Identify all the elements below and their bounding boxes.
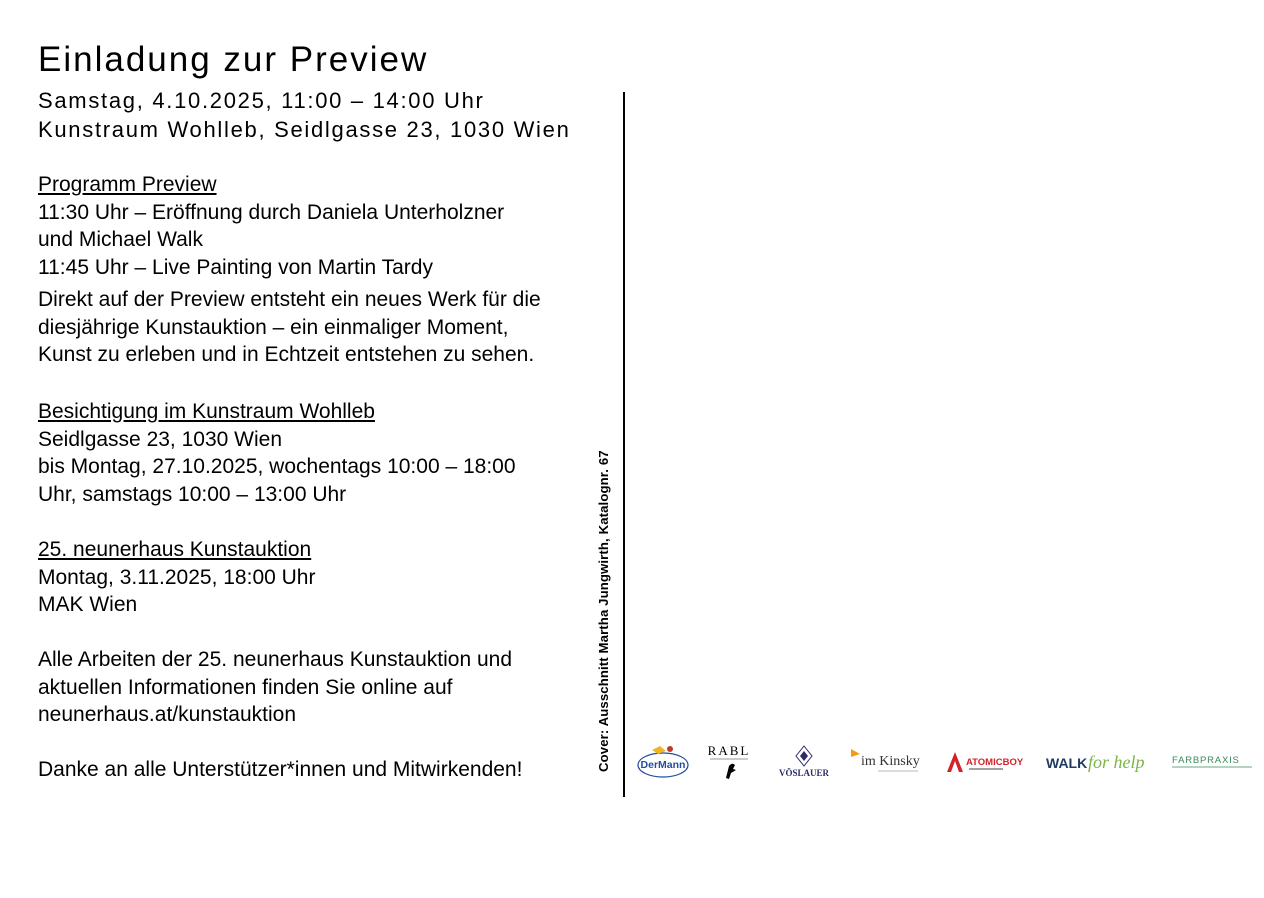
rabl-logo-text: RABL	[707, 743, 751, 758]
programm-paragraph-line: diesjährige Kunstauktion – ein einmaliger Moment,	[38, 315, 509, 339]
vertical-divider	[623, 92, 625, 797]
auktion-section	[38, 536, 598, 619]
programm-section	[38, 171, 598, 369]
dermann-logo-text: DerMann	[640, 759, 686, 771]
info-line: aktuellen Informationen finden Sie online auf	[38, 675, 453, 699]
for-help-logo-text: for help	[1088, 752, 1145, 772]
besichtigung-line: Uhr, samstags 10:00 – 13:00 Uhr	[38, 482, 347, 506]
besichtigung-heading: Besichtigung im Kunstraum Wohlleb	[38, 400, 375, 423]
info-line[interactable]: neunerhaus.at/kunstauktion	[38, 703, 297, 726]
voeslauer-logo	[776, 742, 832, 780]
programm-line: 11:45 Uhr – Live Painting von Martin Tardy	[38, 255, 433, 279]
thanks-section	[38, 756, 598, 784]
thanks-line: Danke an alle Unterstützer*innen und Mitwirkenden!	[38, 758, 523, 781]
programm-line: 11:30 Uhr – Eröffnung durch Daniela Unterholzner	[38, 200, 505, 224]
programm-heading: Programm Preview	[38, 173, 217, 196]
info-section	[38, 646, 598, 729]
walk-logo-text: WALK	[1046, 755, 1088, 771]
cover-caption: Cover: Ausschnitt Martha Jungwirth, Katalognr. 67	[596, 450, 611, 772]
dermann-logo	[636, 742, 692, 780]
auktion-line: MAK Wien	[38, 593, 138, 616]
atomicboy-logo	[945, 748, 1027, 776]
auktion-heading: 25. neunerhaus Kunstauktion	[38, 538, 312, 561]
besichtigung-section	[38, 398, 598, 508]
voeslauer-logo-text: VÖSLAUER	[778, 768, 830, 778]
info-line: Alle Arbeiten der 25. neunerhaus Kunstauktion und	[38, 648, 513, 671]
farbpraxis-logo	[1170, 750, 1254, 772]
farbpraxis-logo-text: FARBPRAXIS	[1172, 755, 1240, 766]
venue-line: Kunstraum Wohlleb, Seidlgasse 23, 1030 Wien	[38, 117, 571, 142]
atomicboy-logo-text: ATOMICBOY	[966, 757, 1024, 768]
rabl-logo	[702, 742, 756, 782]
besichtigung-line: bis Montag, 27.10.2025, wochentags 10:00 – 18:00	[38, 455, 516, 478]
programm-paragraph-line: Direkt auf der Preview entsteht ein neues Werk für die	[38, 288, 541, 311]
programm-line: und Michael Walk	[38, 228, 203, 251]
date-line: Samstag, 4.10.2025, 11:00 – 14:00 Uhr	[38, 88, 485, 113]
walk-for-help-logo	[1044, 746, 1154, 776]
programm-paragraph-line: Kunst zu erleben und in Echtzeit entstehen zu sehen.	[38, 343, 535, 366]
kinsky-logo-text: im Kinsky	[861, 754, 920, 769]
besichtigung-line: Seidlgasse 23, 1030 Wien	[38, 427, 282, 451]
page-title: Einladung zur Preview	[38, 40, 429, 79]
kinsky-logo	[848, 745, 928, 777]
auktion-line: Montag, 3.11.2025, 18:00 Uhr	[38, 565, 316, 589]
